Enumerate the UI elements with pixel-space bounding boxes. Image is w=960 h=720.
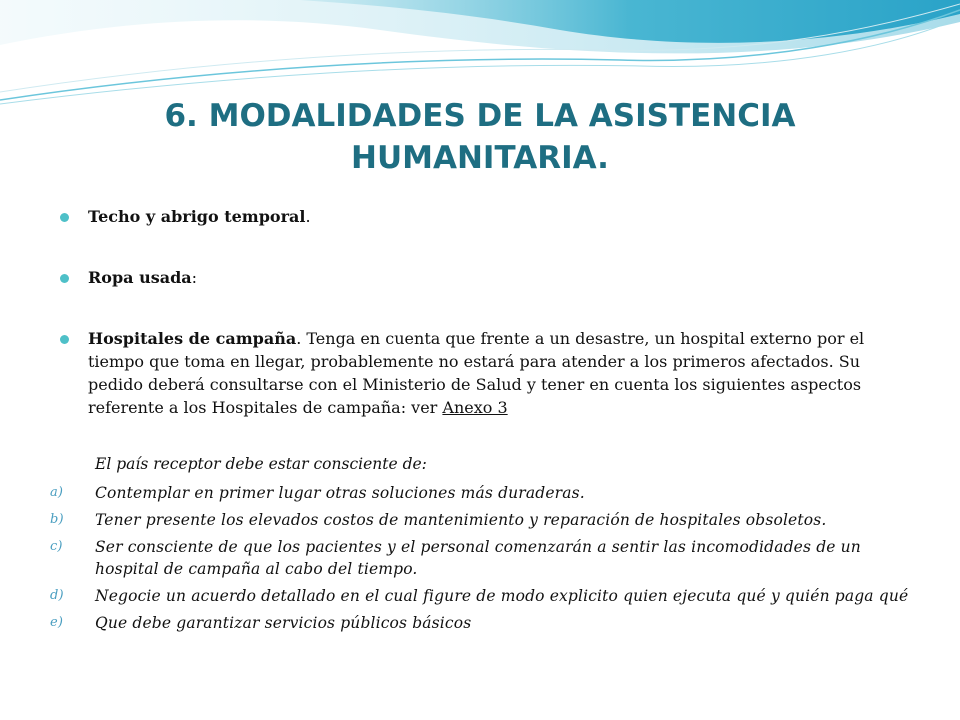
- list-marker: a): [50, 485, 64, 500]
- page-title: 6. MODALIDADES DE LA ASISTENCIA HUMANITARIA.: [164, 98, 796, 176]
- list-marker: c): [50, 539, 63, 554]
- item-text: Negocie un acuerdo detallado en el cual figure de modo explicito quien ejecuta qué y quién paga qué: [95, 587, 909, 605]
- item-text: Que debe garantizar servicios públicos básicos: [95, 614, 472, 632]
- bullet-lead: Hospitales de campaña: [88, 329, 297, 348]
- aspects-list: [50, 482, 910, 639]
- anexo-link[interactable]: Anexo 3: [442, 398, 508, 417]
- list-item: [50, 509, 910, 531]
- list-item: [50, 536, 910, 580]
- list-item: [50, 482, 910, 504]
- list-item: [60, 266, 910, 289]
- bullet-lead: Techo y abrigo temporal: [88, 207, 306, 226]
- bullet-lead: Ropa usada: [88, 268, 192, 287]
- list-marker: b): [50, 512, 64, 527]
- bullet-text: .: [305, 207, 311, 226]
- list-marker: e): [50, 615, 64, 630]
- item-text: Contemplar en primer lugar otras soluciones más duraderas.: [95, 484, 585, 502]
- intro-text: El país receptor debe estar consciente de:: [95, 455, 427, 473]
- list-marker: d): [50, 588, 64, 603]
- list-item: [50, 612, 910, 634]
- item-text: Tener presente los elevados costos de mantenimiento y reparación de hospitales obsoletos.: [95, 511, 827, 529]
- bullet-text: . Tenga en cuenta que frente a un desastre, un hospital externo por el tiempo que toma en llegar, probablemente no estará para atender a los primeros afectados. Su pedido deberá consultarse con el Ministerio de Salud y tener en cuenta los siguientes aspectos referente a los Hospitales de campaña: ver: [88, 329, 865, 417]
- bullet-list: [60, 205, 910, 419]
- item-text: Ser consciente de que los pacientes y el personal comenzarán a sentir las incomodidades de un hospital de campaña al cabo del tiempo.: [95, 538, 861, 578]
- bullet-text: :: [191, 268, 198, 287]
- list-item: [60, 327, 910, 419]
- list-item: [50, 585, 910, 607]
- list-item: [60, 205, 910, 228]
